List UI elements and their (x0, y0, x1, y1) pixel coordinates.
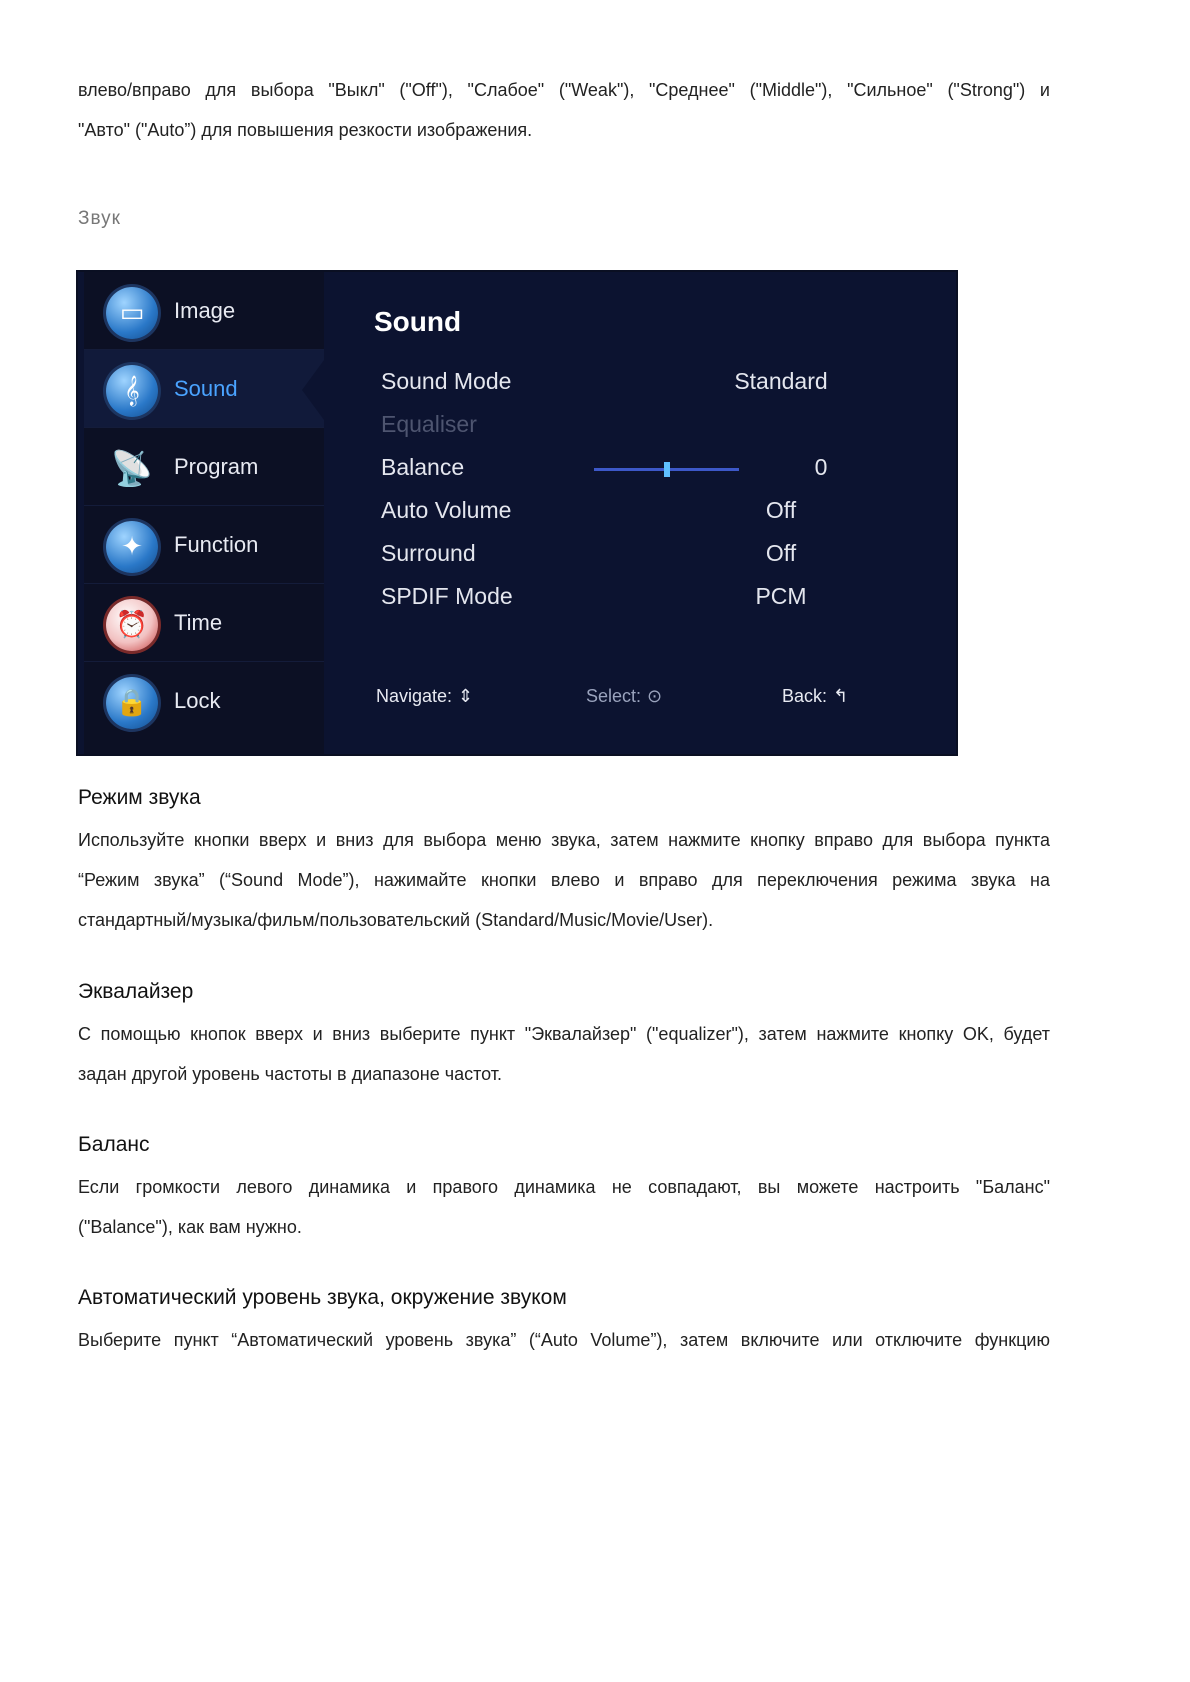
sidebar-item-time[interactable] (84, 584, 324, 662)
row-value: 0 (814, 454, 828, 480)
intro-paragraph (78, 70, 1050, 150)
footer-back-label: Back: (782, 686, 828, 706)
tv-sound-menu-screenshot (76, 270, 958, 756)
padlock-icon: 🔒 (106, 677, 158, 729)
row-label: Surround (381, 540, 476, 566)
row-label: Equaliser (381, 411, 477, 437)
sidebar-item-label: Image (174, 298, 236, 323)
intro-line-1: влево/вправо для выбора "Выкл" ("Off"), "Слабое" ("Weak"), "Среднее" ("Middle"), "Сильное" ("Strong") и (78, 80, 1050, 100)
sidebar-item-program[interactable] (84, 428, 324, 506)
heading-auto-volume-surround: Автоматический уровень звука, окружение звуком (78, 1286, 567, 1309)
paragraph-line: Если громкости левого динамика и правого динамика не совпадают, вы можете настроить "Баланс" (78, 1177, 1050, 1197)
tv-sidebar (84, 272, 324, 756)
menu-row-auto-volume[interactable] (381, 497, 851, 537)
row-label: Auto Volume (381, 497, 512, 523)
paragraph-line: С помощью кнопок вверх и вниз выберите пункт "Эквалайзер" ("equalizer"), затем нажмите кнопку OK, будет (78, 1024, 1050, 1044)
row-label: SPDIF Mode (381, 583, 513, 609)
select-button-icon: ⊙ (647, 686, 663, 707)
paragraph-sound-mode (78, 820, 1050, 940)
row-value: PCM (755, 583, 807, 609)
footer-select (586, 686, 662, 707)
footer-navigate (376, 686, 473, 707)
paragraph-equaliser (78, 1014, 1050, 1094)
row-label: Balance (381, 454, 465, 480)
menu-row-equaliser (381, 411, 851, 451)
menu-row-balance[interactable] (381, 454, 851, 494)
alarm-clock-icon: ⏰ (106, 599, 158, 651)
puzzle-icon: ✦ (106, 521, 158, 573)
row-label: Sound Mode (381, 368, 512, 394)
monitor-icon: ▭ (106, 287, 158, 339)
sidebar-item-label: Time (174, 610, 223, 635)
sidebar-item-image[interactable] (84, 272, 324, 350)
panel-title: Sound (374, 306, 462, 337)
row-value: Off (765, 497, 797, 523)
footer-back (782, 686, 848, 707)
balance-slider[interactable] (594, 468, 739, 471)
paragraph-line: стандартный/музыка/фильм/пользовательский (Standard/Music/Movie/User). (78, 910, 714, 930)
navigate-arrows-icon: ⇕ (458, 686, 474, 707)
section-label-sound: Звук (78, 208, 121, 229)
footer-select-label: Select: (586, 686, 642, 706)
paragraph-line: ("Balance"), как вам нужно. (78, 1217, 302, 1237)
paragraph-line: Используйте кнопки вверх и вниз для выбора меню звука, затем нажмите кнопку вправо для выбора пункта (78, 830, 1050, 850)
menu-row-surround[interactable] (381, 540, 851, 580)
back-arrow-icon: ↰ (833, 686, 849, 707)
menu-row-spdif-mode[interactable] (381, 583, 851, 623)
intro-line-2: "Авто" ("Auto”) для повышения резкости изображения. (78, 120, 533, 140)
menu-row-sound-mode[interactable] (381, 368, 851, 408)
heading-sound-mode: Режим звука (78, 786, 201, 809)
sidebar-item-label: Program (174, 454, 259, 479)
heading-equaliser: Эквалайзер (78, 980, 194, 1003)
footer-navigate-label: Navigate: (376, 686, 453, 706)
paragraph-balance (78, 1167, 1050, 1247)
paragraph-line: “Режим звука” (“Sound Mode”), нажимайте кнопки влево и вправо для переключения режима звука на (78, 870, 1050, 890)
active-indicator (302, 360, 324, 420)
sidebar-item-label: Sound (174, 376, 238, 401)
sidebar-item-label: Function (174, 532, 259, 557)
satellite-dish-icon: 📡 (110, 449, 154, 489)
paragraph-line: задан другой уровень частоты в диапазоне частот. (78, 1064, 503, 1084)
sidebar-item-sound[interactable] (84, 350, 324, 428)
sidebar-item-lock[interactable] (84, 662, 324, 740)
sidebar-item-label: Lock (174, 688, 221, 713)
sidebar-item-function[interactable] (84, 506, 324, 584)
heading-balance: Баланс (78, 1133, 150, 1156)
treble-clef-icon: 𝄞 (106, 365, 158, 417)
slider-thumb[interactable] (664, 462, 670, 477)
row-value: Off (765, 540, 797, 566)
paragraph-auto-volume (78, 1320, 1050, 1360)
paragraph-line: Выберите пункт “Автоматический уровень звука” (“Auto Volume”), затем включите или отключите функцию (78, 1330, 1050, 1350)
row-value: Standard (734, 368, 828, 394)
